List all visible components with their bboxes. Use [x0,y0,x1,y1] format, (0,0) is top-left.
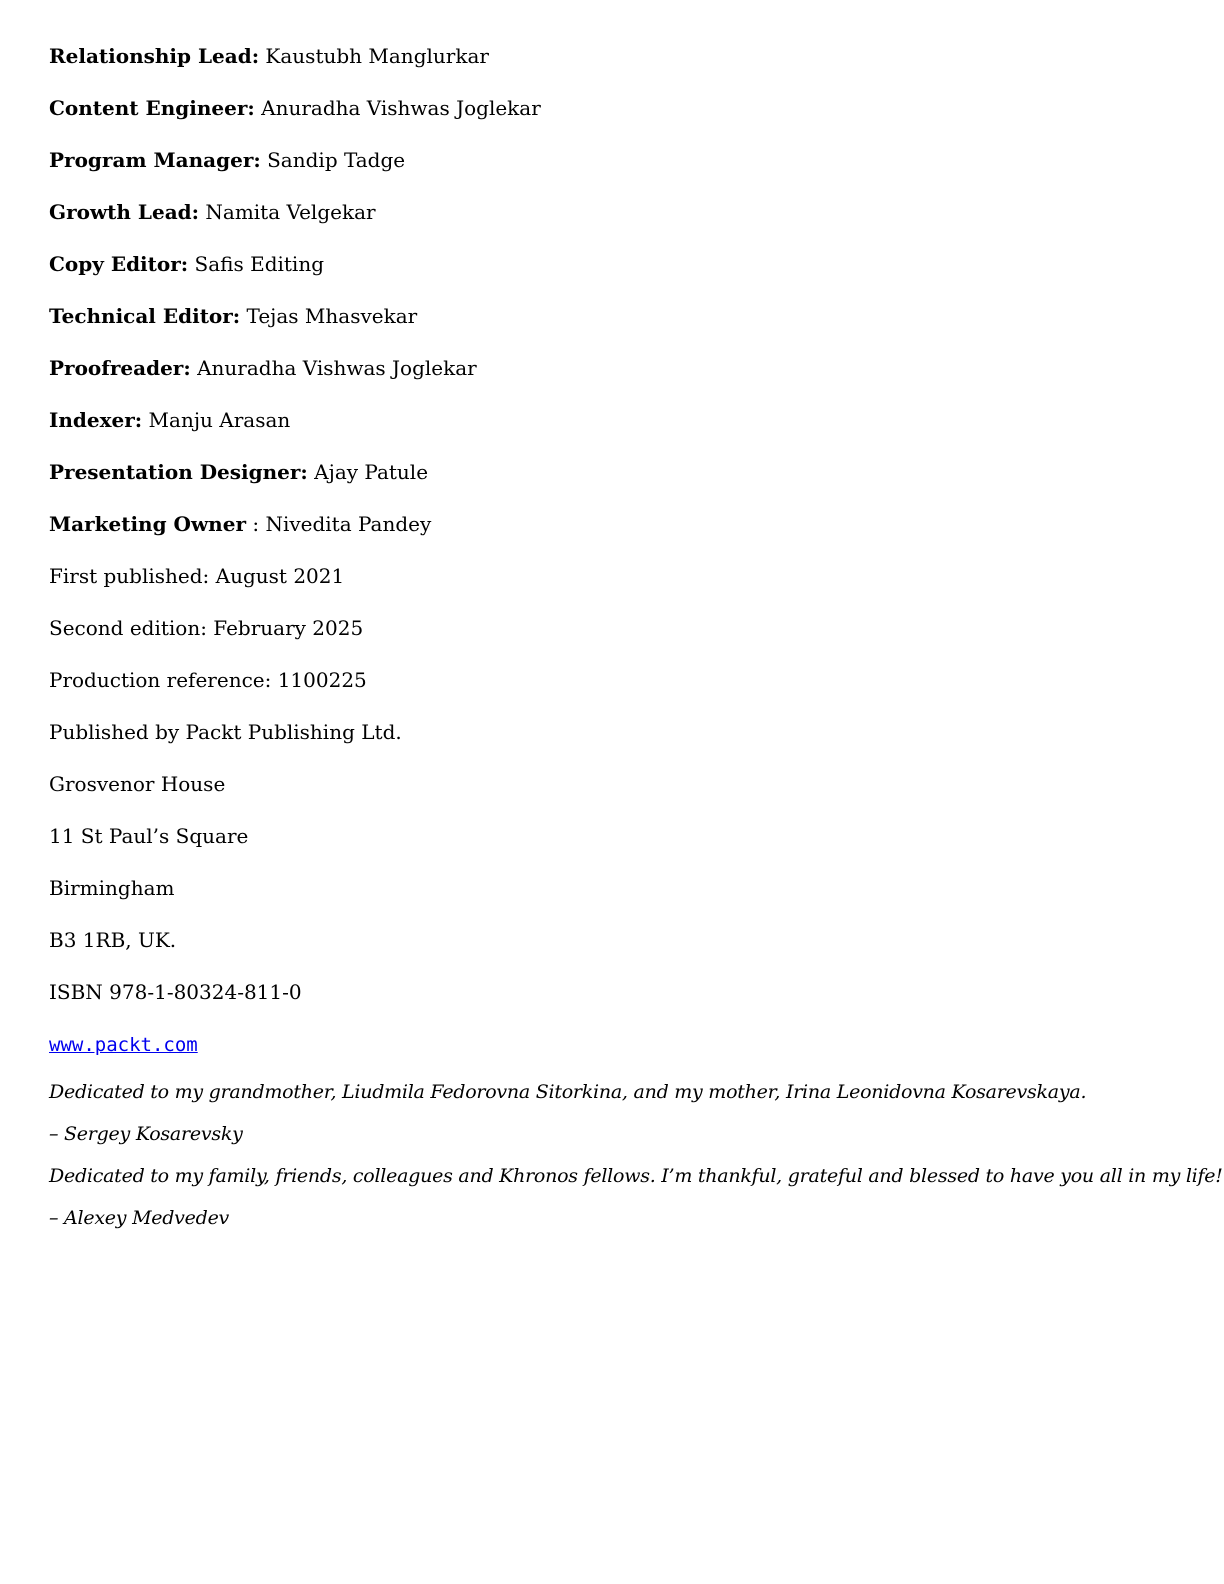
credit-name: Ajay Patule [307,460,429,484]
second-edition: Second edition: February 2025 [49,616,364,640]
credit-role: Indexer: [49,408,143,432]
credit-name: : Nivedita Pandey [245,512,432,536]
credit-line [49,302,1179,330]
isbn: ISBN 978-1-80324-811-0 [49,980,302,1004]
published-by: Published by Packt Publishing Ltd. [49,720,402,744]
credit-role: Technical Editor: [49,304,241,328]
credit-name: Kaustubh Manglurkar [259,44,489,68]
credit-role: Marketing Owner [49,512,246,536]
credit-role: Proofreader: [49,356,191,380]
credit-line [49,250,1179,278]
website-link[interactable]: www.packt.com [49,1034,198,1056]
dedication-author: – Alexey Medvedev [49,1207,230,1229]
credit-name: Sandip Tadge [260,148,406,172]
credit-role: Relationship Lead: [49,44,260,68]
address-city: Birmingham [49,876,175,900]
credit-line [49,510,1179,538]
credit-role: Program Manager: [49,148,261,172]
credit-role: Copy Editor: [49,252,189,276]
credit-role: Presentation Designer: [49,460,308,484]
dedication-text: Dedicated to my grandmother, Liudmila Fedorovna Sitorkina, and my mother, Irina Leonidovna Kosarevskaya. [49,1081,1087,1103]
credit-name: Tejas Mhasvekar [240,304,418,328]
dedication-author: – Sergey Kosarevsky [49,1123,243,1145]
credit-name: Anuradha Vishwas Joglekar [190,356,477,380]
credit-name: Manju Arasan [142,408,291,432]
credit-line [49,458,1179,486]
credit-name: Safis Editing [188,252,325,276]
address-postcode: B3 1RB, UK. [49,928,177,952]
address-line1: Grosvenor House [49,772,226,796]
credit-role: Growth Lead: [49,200,200,224]
copyright-page [49,42,1223,1246]
credit-name: Anuradha Vishwas Joglekar [254,96,541,120]
credit-name: Namita Velgekar [199,200,376,224]
credit-line [49,198,1179,226]
production-reference: Production reference: 1100225 [49,668,367,692]
credit-role: Content Engineer: [49,96,255,120]
credit-line [49,94,1179,122]
first-published: First published: August 2021 [49,564,345,588]
credit-line [49,42,1179,70]
credit-line [49,146,1179,174]
website-line [49,1030,1179,1058]
dedication-text: Dedicated to my family, friends, colleagues and Khronos fellows. I’m thankful, grateful and blessed to have you all in my life! [49,1165,1223,1187]
address-line2: 11 St Paul’s Square [49,824,249,848]
credit-line [49,354,1179,382]
credit-line [49,406,1179,434]
